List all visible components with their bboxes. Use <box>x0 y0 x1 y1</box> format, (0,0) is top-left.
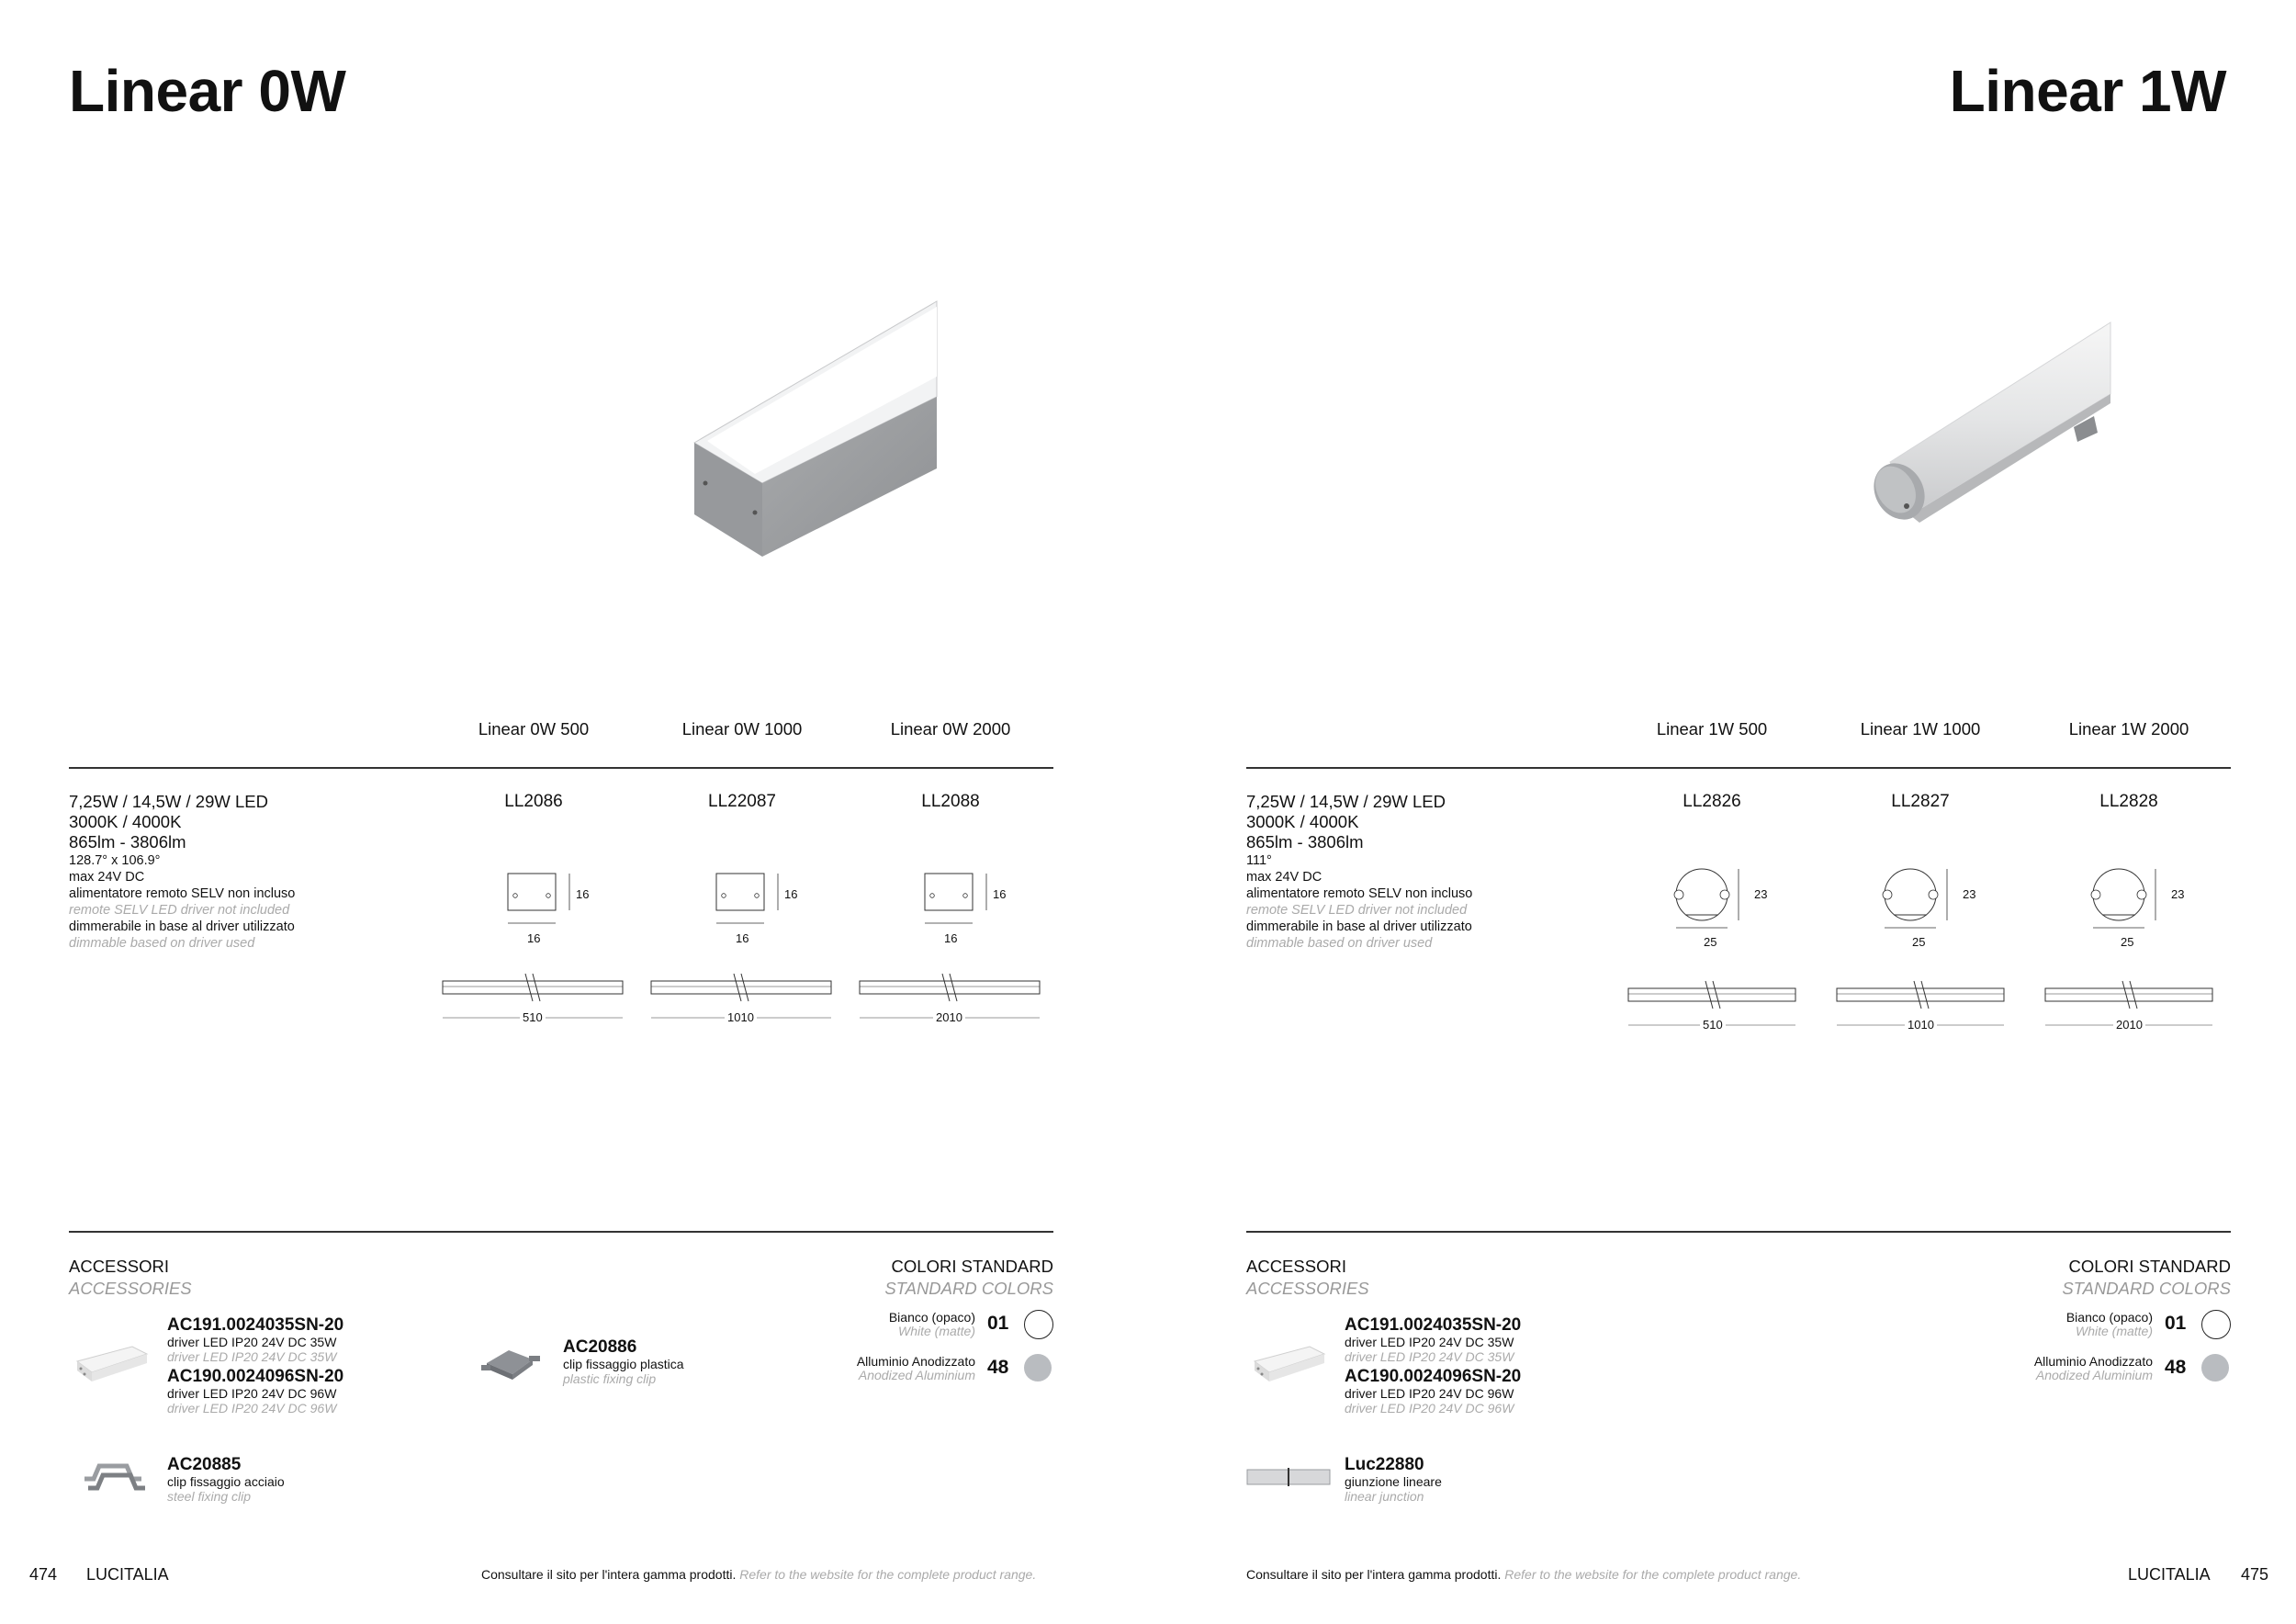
color-number: 01 <box>2165 1313 2187 1334</box>
section-width: 16 <box>527 931 541 945</box>
color-swatch-white <box>2201 1310 2231 1339</box>
colors-title: COLORI STANDARD <box>2068 1257 2231 1276</box>
section-width: 25 <box>1704 935 1717 949</box>
accessory-code: Luc22880 <box>1345 1455 1424 1474</box>
color-name-en: Anodized Aluminium <box>2035 1368 2153 1382</box>
divider <box>1246 767 2231 769</box>
section-width: 16 <box>944 931 958 945</box>
section-drawing <box>714 871 787 935</box>
length-label: 510 <box>1700 1018 1726 1032</box>
plastic-clip-image <box>481 1343 546 1383</box>
accessory-code: AC190.0024096SN-20 <box>167 1367 344 1386</box>
model-name: Linear 0W 500 <box>478 719 590 739</box>
spec-dimming-en: dimmable based on driver used <box>69 936 255 951</box>
footnote-it: Consultare il sito per l'intera gamma prodotti. <box>1246 1567 1502 1582</box>
accessory-desc: giunzione lineare <box>1345 1474 1442 1489</box>
product-code: LL2827 <box>1891 792 1950 811</box>
accessory-desc-en: driver LED IP20 24V DC 96W <box>167 1401 337 1415</box>
accessory-desc-en: driver LED IP20 24V DC 96W <box>1345 1401 1514 1415</box>
spec-driver-en: remote SELV LED driver not included <box>1246 903 1468 918</box>
spec-driver: alimentatore remoto SELV non incluso <box>69 886 296 901</box>
spec-block <box>1246 792 1472 952</box>
color-swatch-aluminium <box>2201 1354 2229 1382</box>
color-swatch-aluminium <box>1024 1354 1052 1382</box>
footnote-en: Refer to the website for the complete product range. <box>1504 1567 1802 1582</box>
divider <box>69 1231 1053 1233</box>
length-label: 1010 <box>725 1010 757 1024</box>
colors-title: COLORI STANDARD <box>891 1257 1053 1276</box>
model-name: Linear 0W 2000 <box>890 719 1011 739</box>
accessory-desc-en: steel fixing clip <box>167 1489 252 1504</box>
footnote <box>481 1567 1036 1582</box>
product-code: LL2828 <box>2099 792 2158 811</box>
section-height: 16 <box>784 887 798 901</box>
section-height: 23 <box>1754 887 1768 901</box>
model-name: Linear 1W 500 <box>1656 719 1768 739</box>
accessory-code: AC20885 <box>167 1455 242 1474</box>
linear-junction-image <box>1246 1468 1333 1488</box>
spec-lumen: 865lm - 3806lm <box>1246 832 1364 851</box>
brand-name: LUCITALIA <box>86 1565 169 1584</box>
model-name: Linear 0W 1000 <box>681 719 803 739</box>
spec-driver: alimentatore remoto SELV non incluso <box>1246 886 1473 901</box>
product-code: LL2088 <box>921 792 980 811</box>
section-width: 25 <box>1912 935 1926 949</box>
color-label <box>792 1355 975 1382</box>
section-width: 25 <box>2121 935 2134 949</box>
accessory-desc: driver LED IP20 24V DC 35W <box>1345 1335 1514 1349</box>
spec-dimming-en: dimmable based on driver used <box>1246 936 1433 951</box>
color-label <box>1969 1311 2153 1338</box>
accessory-desc: driver LED IP20 24V DC 96W <box>167 1386 337 1401</box>
product-code: LL2826 <box>1683 792 1741 811</box>
product-code: LL22087 <box>708 792 776 811</box>
spec-voltage: max 24V DC <box>1246 870 1322 885</box>
spec-driver-en: remote SELV LED driver not included <box>69 903 290 918</box>
spec-dimming: dimmerabile in base al driver utilizzato <box>1246 919 1472 934</box>
accessory-desc-en: linear junction <box>1345 1489 1424 1504</box>
product-image-linear-0w <box>689 294 955 560</box>
color-number: 48 <box>987 1357 1009 1378</box>
accessory-code: AC191.0024035SN-20 <box>1345 1315 1522 1335</box>
section-drawing <box>505 871 579 935</box>
length-label: 2010 <box>2113 1018 2145 1032</box>
accessories-title-en: ACCESSORIES <box>1246 1279 1369 1298</box>
spec-cct: 3000K / 4000K <box>69 812 182 831</box>
section-height: 16 <box>993 887 1007 901</box>
section-drawing <box>922 871 996 935</box>
spec-cct: 3000K / 4000K <box>1246 812 1359 831</box>
footnote-it: Consultare il sito per l'intera gamma prodotti. <box>481 1567 737 1582</box>
color-name: Alluminio Anodizzato <box>2033 1354 2153 1369</box>
section-height: 16 <box>576 887 590 901</box>
spec-angle: 111° <box>1246 853 1272 868</box>
accessory-desc-en: plastic fixing clip <box>563 1371 657 1386</box>
driver-image <box>73 1341 152 1387</box>
spec-power: 7,25W / 14,5W / 29W LED <box>1246 792 1446 811</box>
driver-image <box>1251 1341 1329 1387</box>
length-label: 1010 <box>1905 1018 1937 1032</box>
section-drawing <box>2091 867 2165 931</box>
accessory-desc: clip fissaggio plastica <box>563 1357 684 1371</box>
spec-lumen: 865lm - 3806lm <box>69 832 186 851</box>
divider <box>69 767 1053 769</box>
model-name: Linear 1W 1000 <box>1860 719 1981 739</box>
color-label <box>792 1311 975 1338</box>
accessory-desc: driver LED IP20 24V DC 35W <box>167 1335 337 1349</box>
spec-dimming: dimmerabile in base al driver utilizzato <box>69 919 295 934</box>
accessories-title: ACCESSORI <box>69 1257 169 1276</box>
colors-title-en: STANDARD COLORS <box>884 1279 1053 1298</box>
steel-clip-image <box>81 1460 145 1497</box>
color-swatch-white <box>1024 1310 1053 1339</box>
model-name: Linear 1W 2000 <box>2068 719 2189 739</box>
accessory-desc: driver LED IP20 24V DC 96W <box>1345 1386 1514 1401</box>
color-label <box>1969 1355 2153 1382</box>
divider <box>1246 1231 2231 1233</box>
page-title-left: Linear 0W <box>69 58 346 124</box>
section-drawing <box>1883 867 1956 931</box>
product-code: LL2086 <box>504 792 563 811</box>
spec-angle: 128.7° x 106.9° <box>69 853 161 868</box>
spec-voltage: max 24V DC <box>69 870 145 885</box>
color-name-en: White (matte) <box>2075 1324 2153 1338</box>
color-name-en: White (matte) <box>897 1324 975 1338</box>
spec-power: 7,25W / 14,5W / 29W LED <box>69 792 268 811</box>
accessory-desc-en: driver LED IP20 24V DC 35W <box>1345 1349 1514 1364</box>
accessories-title: ACCESSORI <box>1246 1257 1346 1276</box>
color-name: Bianco (opaco) <box>888 1310 975 1325</box>
color-name-en: Anodized Aluminium <box>858 1368 975 1382</box>
accessories-title-en: ACCESSORIES <box>69 1279 192 1298</box>
spec-block <box>69 792 295 952</box>
length-label: 510 <box>520 1010 546 1024</box>
section-width: 16 <box>736 931 749 945</box>
accessory-code: AC20886 <box>563 1337 637 1357</box>
color-name: Alluminio Anodizzato <box>856 1354 975 1369</box>
color-name: Bianco (opaco) <box>2065 1310 2153 1325</box>
accessory-desc: clip fissaggio acciaio <box>167 1474 285 1489</box>
footnote-en: Refer to the website for the complete product range. <box>739 1567 1037 1582</box>
page-number: 475 <box>2241 1565 2269 1584</box>
brand-name: LUCITALIA <box>2128 1565 2211 1584</box>
section-height: 23 <box>1963 887 1976 901</box>
color-number: 48 <box>2165 1357 2187 1378</box>
footnote <box>1246 1567 1801 1582</box>
page-number: 474 <box>29 1565 58 1584</box>
accessory-code: AC190.0024096SN-20 <box>1345 1367 1522 1386</box>
section-drawing <box>1674 867 1748 931</box>
length-label: 2010 <box>933 1010 965 1024</box>
accessory-desc-en: driver LED IP20 24V DC 35W <box>167 1349 337 1364</box>
section-height: 23 <box>2171 887 2185 901</box>
color-number: 01 <box>987 1313 1009 1334</box>
accessory-code: AC191.0024035SN-20 <box>167 1315 344 1335</box>
page-title-right: Linear 1W <box>1949 58 2226 124</box>
product-image-linear-1w <box>1853 317 2120 537</box>
colors-title-en: STANDARD COLORS <box>2062 1279 2231 1298</box>
